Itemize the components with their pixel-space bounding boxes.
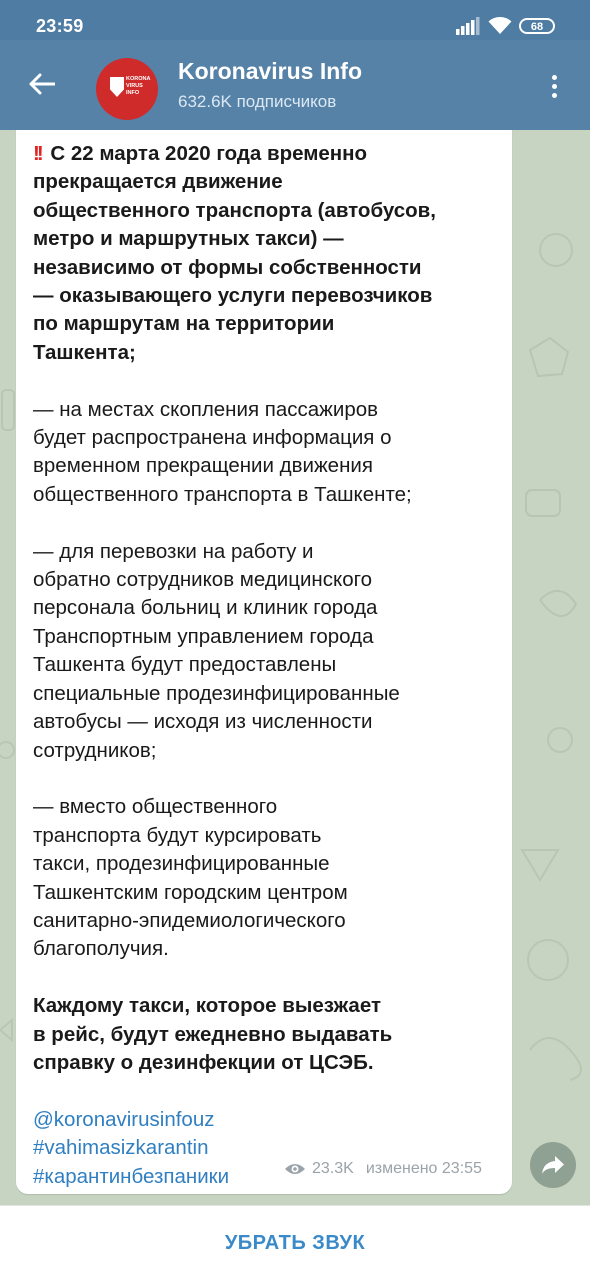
mention-link[interactable]: @koronavirusinfouz (33, 1107, 215, 1131)
message-line: метро и маршрутных такси) — (33, 227, 344, 251)
paragraph-bold (33, 992, 503, 1077)
view-count: 23.3K (312, 1160, 354, 1177)
dot-icon (552, 84, 557, 89)
message-line: Каждому такси, которое выезжает (33, 994, 381, 1018)
message-line: — оказывающего услуги перевозчиков (33, 284, 433, 308)
dot-icon (552, 75, 557, 80)
channel-header (0, 40, 590, 130)
channel-avatar[interactable] (96, 58, 158, 120)
message-line: — для перевозки на работу и (33, 539, 314, 563)
dot-icon (552, 93, 557, 98)
message-line: — вместо общественного (33, 795, 278, 819)
message-text (33, 140, 503, 1191)
signal-icon (456, 17, 480, 35)
paragraph (33, 793, 503, 963)
message-line: Транспортным управлением города (33, 624, 374, 648)
message-line: Ташкента будут предоставлены (33, 653, 337, 677)
shield-icon (110, 77, 124, 97)
hashtag-link[interactable]: #карантинбезпаники (33, 1164, 230, 1188)
message-line (33, 140, 503, 168)
subscriber-count: 632.6K подписчиков (178, 92, 337, 111)
mute-button[interactable]: УБРАТЬ ЗВУК (224, 1232, 366, 1254)
message-meta (284, 1160, 482, 1178)
message-line: Ташкентским городским центром (33, 880, 348, 904)
message-line: Ташкента; (33, 340, 136, 364)
paragraph-bold (33, 140, 503, 367)
message-line: автобусы — исходя из численности (33, 710, 373, 734)
edited-time: изменено 23:55 (365, 1160, 482, 1177)
paragraph (33, 538, 503, 765)
message-line: прекращается движение (33, 170, 283, 194)
message-line: обратно сотрудников медицинского (33, 568, 373, 592)
status-time: 23:59 (36, 16, 84, 36)
message-line: сотрудников; (33, 738, 157, 762)
message-line: транспорта будут курсировать (33, 823, 322, 847)
message-line: по маршрутам на территории (33, 312, 335, 336)
hashtag-block (33, 1106, 503, 1191)
channel-title[interactable]: Koronavirus Info (178, 58, 363, 84)
avatar-logo-text: KORONA VIRUS INFO (126, 76, 151, 96)
share-arrow-icon (541, 1155, 565, 1175)
message-line: — на местах скопления пассажиров (33, 397, 379, 421)
message-line: независимо от формы собственности (33, 255, 422, 279)
message-line: в рейс, будут ежедневно выдавать (33, 1022, 393, 1046)
chat-area[interactable] (0, 130, 590, 1205)
line-text: С 22 марта 2020 года временно (50, 142, 368, 165)
battery-icon (519, 18, 555, 34)
share-button[interactable] (530, 1142, 576, 1188)
message-line: общественного транспорта в Ташкенте; (33, 482, 412, 506)
message-line: будет распространена информация о (33, 426, 392, 450)
back-button[interactable] (20, 62, 64, 106)
message-line: справку о дезинфекции от ЦСЭБ. (33, 1050, 374, 1074)
message-line: такси, продезинфицированные (33, 852, 330, 876)
message-line: общественного транспорта (автобусов, (33, 198, 436, 222)
message-line: благополучия. (33, 937, 169, 961)
message-line: временном прекращении движения (33, 454, 373, 478)
bottom-bar (0, 1205, 590, 1280)
hashtag-link[interactable]: #vahimasizkarantin (33, 1136, 209, 1160)
paragraph (33, 396, 503, 510)
message-line: специальные продезинфицированные (33, 681, 400, 705)
double-exclamation-icon: !! (33, 142, 41, 165)
message-line: персонала больниц и клиник города (33, 596, 378, 620)
message-bubble[interactable] (16, 130, 512, 1194)
eye-icon (284, 1162, 306, 1176)
message-line: санитарно-эпидемиологического (33, 908, 346, 932)
wifi-icon (488, 16, 512, 36)
battery-level: 68 (530, 21, 544, 33)
arrow-left-icon (29, 73, 55, 95)
more-menu-button[interactable] (540, 70, 568, 102)
status-bar (0, 0, 590, 40)
